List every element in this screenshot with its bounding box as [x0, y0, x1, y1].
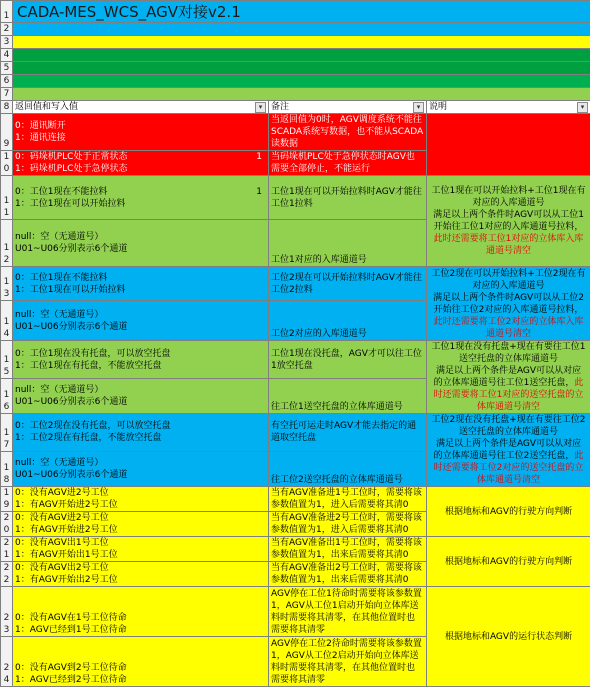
- row-number[interactable]: 5: [1, 62, 13, 75]
- cell-text: 1：工位2现在有托盘，不能放空托盘: [15, 432, 266, 444]
- cell-text: U01~U06分别表示6个通道: [15, 243, 266, 255]
- cell-text: 1: [256, 151, 266, 163]
- cell-text: 1：工位1现在可以开始拉料: [15, 284, 266, 296]
- cell-text: 参数值置为1，进入后需要将其清0: [271, 499, 424, 511]
- row-number[interactable]: 18: [1, 451, 13, 486]
- cell-text-warning: 通道号清空: [429, 245, 588, 257]
- cell-text-warning: 体库通道号清空: [429, 401, 588, 413]
- row-number[interactable]: 11: [1, 176, 13, 220]
- value-cell[interactable]: [13, 451, 269, 486]
- cell-text: 1：有AGV开始出1号工位: [15, 549, 266, 561]
- color-band-cell[interactable]: [13, 36, 590, 49]
- cell-text: 0：没有AGV出1号工位: [15, 537, 266, 549]
- cell-text: AGV停在工位1待命时需要将该参数置: [271, 588, 424, 600]
- row-number[interactable]: 14: [1, 301, 13, 341]
- row-number[interactable]: 10: [1, 151, 13, 176]
- description-cell[interactable]: [427, 537, 590, 587]
- remark-cell[interactable]: [269, 451, 427, 486]
- cell-text: 0：没有AGV进2号工位: [15, 512, 266, 524]
- cell-text: 开始往工位2对应的入库通道号拉料，: [429, 304, 588, 316]
- remark-cell[interactable]: [269, 176, 427, 220]
- cell-text: 道取空托盘: [271, 432, 424, 444]
- sheet-row-2: [1, 23, 590, 36]
- value-cell[interactable]: [13, 587, 269, 637]
- cell-text: null：空（无通道号）: [15, 384, 266, 396]
- cell-text: 1：有AGV开始出2号工位: [15, 574, 266, 586]
- remark-cell[interactable]: [269, 114, 427, 151]
- row-number[interactable]: 24: [1, 637, 13, 687]
- cell-text: 工位1现在可以开始拉料+工位1现在有: [429, 185, 588, 197]
- sheet-row-5: [1, 62, 590, 75]
- sheet-row-6: [1, 75, 590, 88]
- cell-text: 的立体库通道号往工位2送空托盘，: [434, 451, 575, 461]
- row-number[interactable]: 21: [1, 537, 13, 562]
- cell-text: 往工位2送空托盘的立体库通道号: [271, 474, 424, 486]
- cell-text: 0：没有AGV进2号工位: [15, 487, 266, 499]
- sheet-row-7: [1, 88, 590, 101]
- value-cell[interactable]: [13, 487, 269, 512]
- sheet-row-3: [1, 36, 590, 49]
- cell-text: 1，AGV从工位2启动开始向立体库送: [271, 650, 424, 662]
- filter-dropdown-icon[interactable]: ▾: [413, 102, 424, 113]
- value-cell[interactable]: [13, 301, 269, 341]
- row-number[interactable]: 6: [1, 75, 13, 88]
- remark-cell[interactable]: [269, 537, 427, 562]
- cell-text: 1：码垛机PLC处于急停状态: [15, 163, 266, 175]
- value-cell[interactable]: [13, 341, 269, 379]
- header-cell-return-values[interactable]: [13, 101, 269, 114]
- cell-text: 的立体库通道号往工位1送空托盘，: [434, 378, 575, 388]
- cell-text: 1：AGV已经到1号工位待命: [15, 624, 266, 636]
- filter-dropdown-icon[interactable]: ▾: [255, 102, 266, 113]
- row-number[interactable]: 23: [1, 587, 13, 637]
- cell-text: U01~U06分别表示6个通道: [15, 469, 266, 481]
- cell-text: 工位2现在没有托盘+现在有要往工位2: [429, 414, 588, 426]
- sheet-row-17: [1, 414, 590, 452]
- cell-text: 当有AGV准备出2号工位时，需要将该: [271, 562, 424, 574]
- sheet-row-23: [1, 587, 590, 637]
- row-number[interactable]: 4: [1, 49, 13, 62]
- row-number[interactable]: 7: [1, 88, 13, 101]
- color-band-cell[interactable]: [13, 75, 590, 88]
- cell-text: 0：没有AGV出2号工位: [15, 562, 266, 574]
- cell-text-warning: 此时还需要将工位2对应的立体库入库: [429, 316, 588, 328]
- value-cell[interactable]: [13, 220, 269, 267]
- remark-cell[interactable]: [269, 487, 427, 512]
- remark-cell[interactable]: [269, 341, 427, 379]
- cell-text: 料时需要将其清零，在其他位置时也: [271, 662, 424, 674]
- cell-text: 1：有AGV开始进2号工位: [15, 524, 266, 536]
- cell-text: 参数值置为1，进入后需要将其清0: [271, 524, 424, 536]
- sheet-row-21: [1, 537, 590, 562]
- value-cell[interactable]: [13, 512, 269, 537]
- cell-text: 参数值置为1，出来后需要将其清0: [271, 549, 424, 561]
- sheet-row-8-header: [1, 101, 590, 114]
- remark-cell[interactable]: [269, 151, 427, 176]
- description-cell[interactable]: [427, 487, 590, 537]
- cell-text: 0：工位1现在不能拉料: [15, 186, 107, 198]
- cell-text: 1：通讯连接: [15, 132, 266, 144]
- cell-text: 当有AGV准备进2号工位时，需要将该: [271, 512, 424, 524]
- row-number[interactable]: 20: [1, 512, 13, 537]
- cell-text: 0：工位1现在没有托盘，可以放空托盘: [15, 348, 266, 360]
- description-cell[interactable]: [427, 341, 590, 414]
- cell-text: 工位1拉料: [271, 198, 424, 210]
- cell-text-warning: 时还需要将工位1对应的送空托盘的立: [429, 389, 588, 401]
- cell-text-warning: 通道号清空: [429, 328, 588, 340]
- cell-text: 工位2现在可以开始拉料时AGV才能往: [271, 272, 424, 284]
- header-label: 说明: [429, 101, 447, 113]
- description-cell[interactable]: [427, 414, 590, 487]
- cell-text-warning: 时还需要将工位2对应的送空托盘的立: [429, 462, 588, 474]
- cell-text: 工位1对应的入库通道号: [271, 254, 424, 266]
- sheet-title-cell[interactable]: [13, 1, 590, 23]
- color-band-cell[interactable]: [13, 62, 590, 75]
- description-cell[interactable]: [427, 267, 590, 341]
- header-label: 返回值和写入值: [15, 101, 78, 113]
- filter-dropdown-icon[interactable]: ▾: [577, 102, 588, 113]
- color-band-cell[interactable]: [13, 49, 590, 62]
- cell-text: 根据地标和AGV的行驶方向判断: [429, 556, 588, 568]
- cell-text-warning: 此时还需要将工位1对应的立体库入库: [429, 233, 588, 245]
- cell-text: 有空托可运走时AGV才能去指定的通: [271, 420, 424, 432]
- cell-text: 满足以上两个条件时AGV可以从工位2: [429, 292, 588, 304]
- cell-text: AGV停在工位2待命时需要将该参数置: [271, 638, 424, 650]
- cell-text: 1：工位1现在可以开始拉料: [15, 198, 266, 210]
- cell-text: 1：工位1现在有托盘，不能放空托盘: [15, 360, 266, 372]
- row-number[interactable]: 17: [1, 414, 13, 452]
- cell-text: 当有AGV准备进1号工位时，需要将该: [271, 487, 424, 499]
- row-number[interactable]: 19: [1, 487, 13, 512]
- sheet-row-19: [1, 487, 590, 512]
- remark-cell[interactable]: [269, 512, 427, 537]
- sheet-row-13: [1, 267, 590, 301]
- sheet-row-11: [1, 176, 590, 220]
- row-number[interactable]: 15: [1, 341, 13, 379]
- cell-text: 当有AGV准备出1号工位时，需要将该: [271, 537, 424, 549]
- sheet-row-4: [1, 49, 590, 62]
- value-cell[interactable]: [13, 267, 269, 301]
- cell-text: 对应的入库通道号: [429, 280, 588, 292]
- row-number[interactable]: 8: [1, 101, 13, 114]
- cell-text: 0：码垛机PLC处于正常状态: [15, 151, 127, 163]
- cell-text: 1，AGV从工位1启动开始向立体库送: [271, 600, 424, 612]
- cell-text: 0：通讯断开: [15, 120, 266, 132]
- cell-text: 1放空托盘: [271, 360, 424, 372]
- cell-text: 满足以上两个条件是AGV可以从对应: [429, 438, 588, 450]
- cell-text: 1：AGV已经到2号工位待命: [15, 674, 266, 686]
- cell-text: SCADA系统写数据，也不能从SCADA: [271, 126, 424, 138]
- cell-text: 0：没有AGV到2号工位待命: [15, 662, 266, 674]
- cell-text: 需要全部停止，不能运行: [271, 163, 424, 175]
- cell-text: null：空（无通道号）: [15, 457, 266, 469]
- cell-text: 当返回值为0时，AGV调度系统不能往: [271, 114, 424, 126]
- value-cell[interactable]: [13, 414, 269, 452]
- cell-text: 1: [256, 186, 266, 198]
- header-cell-description[interactable]: [427, 101, 590, 114]
- cell-text: 参数值置为1，出来后需要将其清0: [271, 574, 424, 586]
- cell-text: 工位2对应的入库通道号: [271, 328, 424, 340]
- cell-text: 根据地标和AGV的行驶方向判断: [429, 506, 588, 518]
- cell-text: U01~U06分别表示6个通道: [15, 396, 266, 408]
- cell-text: null：空（无通道号）: [15, 309, 266, 321]
- cell-text: 对应的入库通道号: [429, 197, 588, 209]
- cell-text: 需要将其清零: [271, 624, 424, 636]
- row-number[interactable]: 9: [1, 114, 13, 151]
- cell-text: 需要将其清零: [271, 674, 424, 686]
- row-number[interactable]: 22: [1, 562, 13, 587]
- cell-text: 工位2现在可以开始拉料+工位2现在有: [429, 268, 588, 280]
- cell-text: 工位1现在没有托盘+现在有要往工位1: [429, 341, 588, 353]
- cell-text-warning: 此: [574, 378, 583, 388]
- remark-cell[interactable]: [269, 379, 427, 414]
- cell-text: 0：没有AGV在1号工位待命: [15, 612, 266, 624]
- row-number[interactable]: 3: [1, 36, 13, 49]
- cell-text: 当码垛机PLC处于急停状态时AGV也: [271, 151, 424, 163]
- description-cell[interactable]: [427, 587, 590, 687]
- value-cell[interactable]: [13, 562, 269, 587]
- remark-cell[interactable]: [269, 562, 427, 587]
- cell-text-warning: 此: [574, 451, 583, 461]
- cell-text: 送空托盘的立体库通道号: [429, 426, 588, 438]
- cell-text: null：空（无通道号）: [15, 231, 266, 243]
- remark-cell[interactable]: [269, 414, 427, 452]
- cell-text: 往工位1送空托盘的立体库通道号: [271, 401, 424, 413]
- remark-cell[interactable]: [269, 267, 427, 301]
- value-cell[interactable]: [13, 379, 269, 414]
- row-number[interactable]: 12: [1, 220, 13, 267]
- description-cell[interactable]: [427, 176, 590, 267]
- row-number[interactable]: 1: [1, 1, 13, 23]
- remark-cell[interactable]: [269, 587, 427, 637]
- color-band-cell[interactable]: [13, 88, 590, 101]
- cell-text-warning: 体库通道号清空: [429, 474, 588, 486]
- value-cell[interactable]: [13, 537, 269, 562]
- cell-text: 开始往工位1对应的入库通道号拉料，: [429, 221, 588, 233]
- remark-cell[interactable]: [269, 220, 427, 267]
- header-label: 备注: [271, 101, 289, 113]
- color-band-cell[interactable]: [13, 23, 590, 36]
- row-number[interactable]: 16: [1, 379, 13, 414]
- row-number[interactable]: 2: [1, 23, 13, 36]
- value-cell[interactable]: [13, 176, 269, 220]
- cell-text: 0：工位1现在不能拉料: [15, 272, 266, 284]
- cell-text: 满足以上两个条件是AGV可以从对应: [429, 365, 588, 377]
- cell-text: 1：有AGV开始进2号工位: [15, 499, 266, 511]
- sheet-row-15: [1, 341, 590, 379]
- description-cell[interactable]: [427, 114, 590, 176]
- cell-text: 工位1现在可以开始拉料时AGV才能往: [271, 186, 424, 198]
- cell-text: 满足以上两个条件时AGV可以从工位1: [429, 209, 588, 221]
- remark-cell[interactable]: [269, 301, 427, 341]
- sheet-row-1: [1, 1, 590, 23]
- value-cell[interactable]: [13, 114, 269, 151]
- cell-text: 读数据: [271, 138, 424, 150]
- cell-text: 根据地标和AGV的运行状态判断: [429, 631, 588, 643]
- cell-text: 送空托盘的立体库通道号: [429, 353, 588, 365]
- cell-text: 料时需要将其清零，在其他位置时也: [271, 612, 424, 624]
- cell-text: 工位1现在没托盘，AGV才可以往工位: [271, 348, 424, 360]
- header-cell-remarks[interactable]: [269, 101, 427, 114]
- row-number[interactable]: 13: [1, 267, 13, 301]
- value-cell[interactable]: [13, 151, 269, 176]
- cell-text: 工位2拉料: [271, 284, 424, 296]
- sheet-title: CADA-MES_WCS_AGV对接v2.1: [15, 3, 241, 21]
- cell-text: 0：工位2现在没有托盘，可以放空托盘: [15, 420, 266, 432]
- cell-text: U01~U06分别表示6个通道: [15, 321, 266, 333]
- sheet-row-9: [1, 114, 590, 151]
